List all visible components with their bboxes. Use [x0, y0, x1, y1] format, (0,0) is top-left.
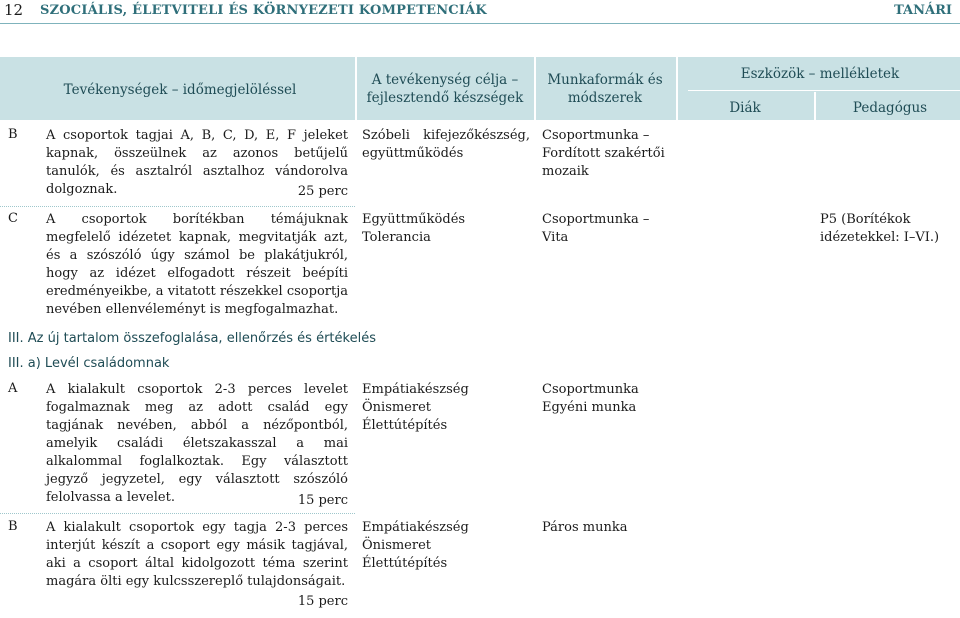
header-rule — [0, 23, 960, 24]
row-divider — [0, 206, 355, 208]
row-goal: Együttműködés Tolerancia — [362, 212, 466, 245]
header-tools: Eszközök – mellékletek — [740, 66, 900, 82]
row-divider — [0, 513, 355, 515]
row-teacher-tools: P5 (Borítékok idézetekkel: I–VI.) — [820, 212, 940, 245]
row-activity: A csoportok tagjai A, B, C, D, E, F jeleket kapnak, összeülnek az azonos betűjelű tanulók, és asztalról asztalhoz vándorolva dolgoznak. — [46, 128, 348, 197]
row-code: B — [8, 519, 18, 534]
column-divider — [534, 57, 536, 618]
section-heading: III. Az új tartalom összefoglalása, ellenőrzés és értékelés — [8, 331, 376, 346]
column-divider — [676, 57, 678, 618]
row-forms: Csoportmunka Egyéni munka — [542, 382, 639, 415]
row-activity: A kialakult csoportok 2-3 perces levelet fogalmaznak meg az adott család egy tagjának nevében, abból a nézőpontból, amelyik családi életszakasszal a mai alkalommal foglalkoztak. Egy választott jegyző jegyzetel, egy választott szószóló felolvassa a levelet. — [46, 382, 348, 505]
row-goal: Empátiakészség Önismeret Élettútépítés — [362, 520, 469, 571]
page-audience-label: TANÁRI — [894, 3, 952, 18]
row-code: A — [8, 381, 18, 396]
header-activities: Tevékenységek – időmegjelöléssel — [63, 82, 297, 98]
subsection-heading: III. a) Levél családomnak — [8, 356, 170, 371]
row-code: C — [8, 211, 18, 226]
row-activity: A csoportok borítékban témájuknak megfelelő idézetet kapnak, megvitatják azt, és a szószóló úgy számol be plakátjukról, hogy az idézet elfogadott részeit beépíti eredményeikbe, a vitatott részekkel csoportja nevében ellenvéleményt is megfogalmazhat. — [46, 212, 348, 317]
row-goal: Szóbeli kifejezőkészség, együttműködés — [362, 128, 530, 161]
row-forms: Páros munka — [542, 520, 628, 535]
column-divider — [814, 92, 816, 618]
row-forms: Csoportmunka – Fordított szakértői mozaik — [542, 128, 665, 179]
row-forms: Csoportmunka – Vita — [542, 212, 650, 245]
row-time: 15 perc — [297, 594, 348, 609]
row-goal: Empátiakészség Önismeret Élettútépítés — [362, 382, 469, 433]
page-number: 12 — [4, 1, 24, 19]
row-time: 15 perc — [297, 493, 348, 508]
row-activity: A kialakult csoportok egy tagja 2-3 perces interjút készít a csoport egy másik tagjával, aki a csoport által kidolgozott téma szerint magára ölti egy kulcsszereplő tulajdonságait. — [46, 520, 348, 589]
header-teacher: Pedagógus — [852, 100, 928, 116]
page-section-title: SZOCIÁLIS, ÉLETVITELI ÉS KÖRNYEZETI KOMPETENCIÁK — [40, 3, 487, 18]
header-student: Diák — [729, 100, 761, 116]
header-forms: Munkaformák és módszerek — [547, 72, 663, 106]
page-header — [0, 0, 960, 24]
header-goal: A tevékenység célja – fejlesztendő készségek — [366, 72, 524, 106]
tools-divider — [688, 90, 960, 91]
row-time: 25 perc — [297, 184, 348, 199]
row-code: B — [8, 127, 18, 142]
